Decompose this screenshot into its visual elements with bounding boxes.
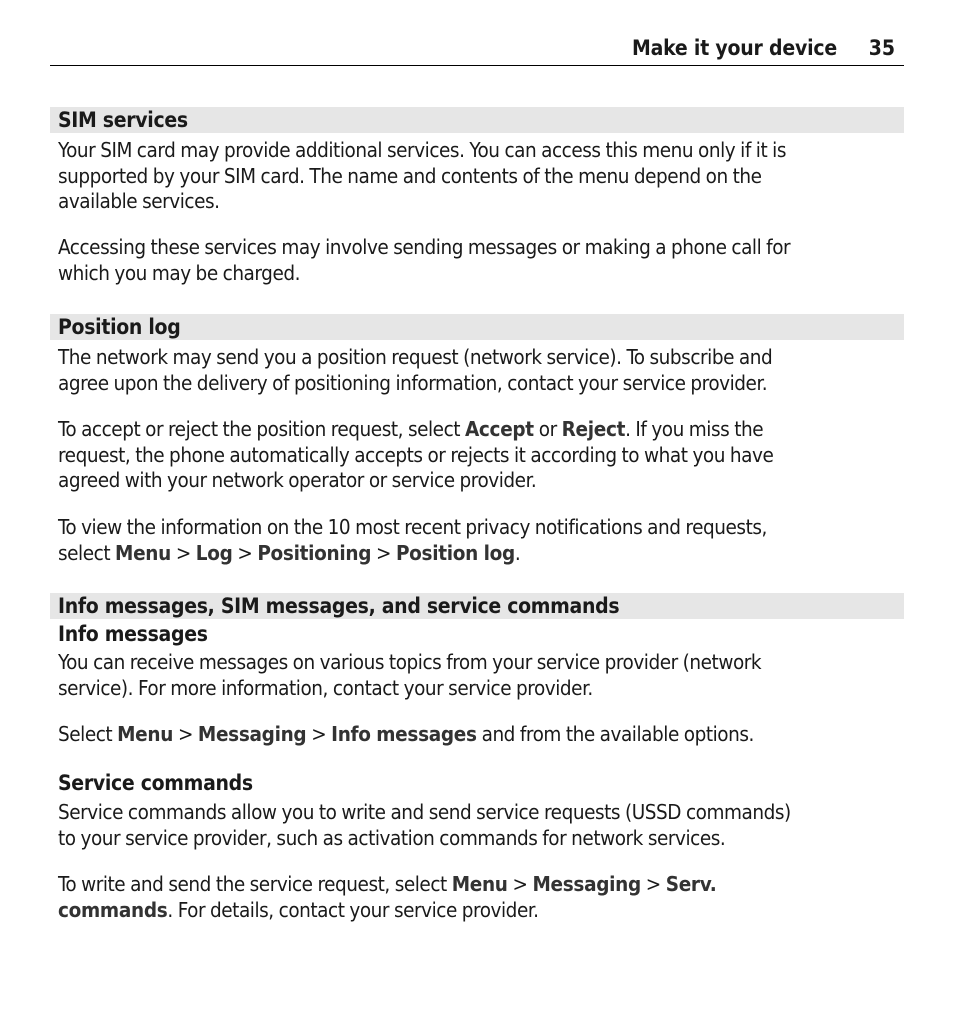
text-line <box>58 541 904 567</box>
text-run: . <box>514 540 521 565</box>
accept-command: Accept <box>464 417 534 441</box>
menu-command: Menu <box>117 722 174 746</box>
paragraph-sim-services-2 <box>58 235 904 286</box>
section-heading-text: SIM services <box>58 108 188 132</box>
path-separator: > <box>232 540 258 565</box>
paragraph-service-commands-2 <box>58 872 904 923</box>
text-line: You can receive messages on various topics from your service provider (network <box>58 650 762 674</box>
text-line: to your service provider, such as activation commands for network services. <box>58 825 726 850</box>
text-line: which you may be charged. <box>58 260 301 285</box>
text-line: Your SIM card may provide additional services. You can access this menu only if it is <box>58 138 786 162</box>
positioning-command: Positioning <box>257 540 372 565</box>
text-run: To accept or reject the position request, select <box>58 417 465 441</box>
text-run: Select <box>58 722 118 746</box>
position-log-command: Position log <box>395 540 515 565</box>
text-run: and from the available options. <box>476 722 754 746</box>
text-line: service). For more information, contact your service provider. <box>58 675 593 700</box>
text-line: To view the information on the 10 most recent privacy notifications and requests, <box>58 515 767 539</box>
paragraph-info-messages-1 <box>58 650 904 701</box>
path-separator: > <box>507 872 533 896</box>
path-separator: > <box>173 722 198 746</box>
text-line: available services. <box>58 189 220 213</box>
text-line: agree upon the delivery of positioning information, contact your service provider. <box>58 370 768 395</box>
commands-command: commands <box>58 897 168 922</box>
text-line: request, the phone automatically accepts or rejects it according to what you have <box>58 442 774 467</box>
chapter-title: Make it your device <box>631 36 837 60</box>
text-run: or <box>533 417 562 441</box>
path-separator: > <box>306 722 332 746</box>
text-run: . For details, contact your service provider. <box>167 897 539 922</box>
section-heading-info-messages <box>50 593 904 619</box>
paragraph-position-log-1 <box>58 345 904 396</box>
subheading-info-messages: Info messages <box>58 622 208 646</box>
subheading-service-commands: Service commands <box>58 771 253 795</box>
text-line <box>58 872 904 898</box>
path-separator: > <box>640 872 666 896</box>
text-line: agreed with your network operator or service provider. <box>58 468 537 492</box>
text-run: To write and send the service request, select <box>58 872 452 896</box>
text-line <box>58 722 904 748</box>
menu-command: Menu <box>451 872 508 896</box>
text-run: select <box>58 540 116 565</box>
messaging-command: Messaging <box>532 872 641 896</box>
section-heading-text: Info messages, SIM messages, and service commands <box>58 594 620 618</box>
paragraph-position-log-3 <box>58 515 904 566</box>
text-line: The network may send you a position request (network service). To subscribe and <box>58 345 773 369</box>
log-command: Log <box>195 540 233 565</box>
text-line: Accessing these services may involve sending messages or making a phone call for <box>58 235 791 259</box>
paragraph-position-log-2 <box>58 417 904 494</box>
info-messages-command: Info messages <box>331 722 477 746</box>
path-separator: > <box>170 540 196 565</box>
paragraph-info-messages-2 <box>58 722 904 748</box>
section-heading-position-log <box>50 314 904 340</box>
messaging-command: Messaging <box>197 722 307 746</box>
menu-command: Menu <box>115 540 171 565</box>
page-header <box>50 36 904 66</box>
paragraph-sim-services-1 <box>58 138 904 215</box>
text-line: Service commands allow you to write and send service requests (USSD commands) <box>58 800 791 824</box>
text-line: supported by your SIM card. The name and contents of the menu depend on the <box>58 163 762 188</box>
section-heading-sim-services <box>50 107 904 133</box>
reject-command: Reject <box>561 417 626 441</box>
serv-command: Serv. <box>665 872 717 896</box>
section-heading-text: Position log <box>58 315 181 339</box>
text-line <box>58 417 904 443</box>
text-line <box>58 898 904 924</box>
page-number: 35 <box>868 36 895 60</box>
path-separator: > <box>371 540 396 565</box>
text-run: . If you miss the <box>625 417 764 441</box>
paragraph-service-commands-1 <box>58 800 904 851</box>
